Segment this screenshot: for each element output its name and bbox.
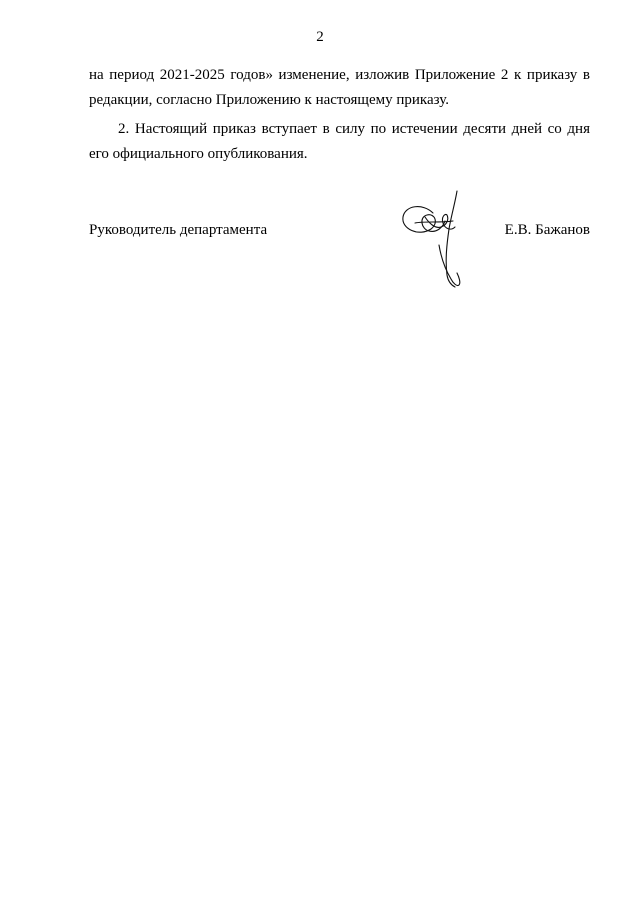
page-number: 2 [316,29,324,45]
paragraph-2-line-1: 2. Настоящий приказ вступает в силу по истечении десяти дней со дня [118,121,590,137]
paragraph-2-line-2: его официального опубликования. [89,146,308,162]
signer-name: Е.В. Бажанов [504,222,590,238]
signer-position: Руководитель департамента [89,222,268,238]
paragraph-1-line-1: на период 2021-2025 годов» изменение, изложив Приложение 2 к приказу в [89,67,590,83]
handwritten-signature [395,183,470,293]
paragraph-1-line-2: редакции, согласно Приложению к настоящему приказу. [89,92,449,108]
